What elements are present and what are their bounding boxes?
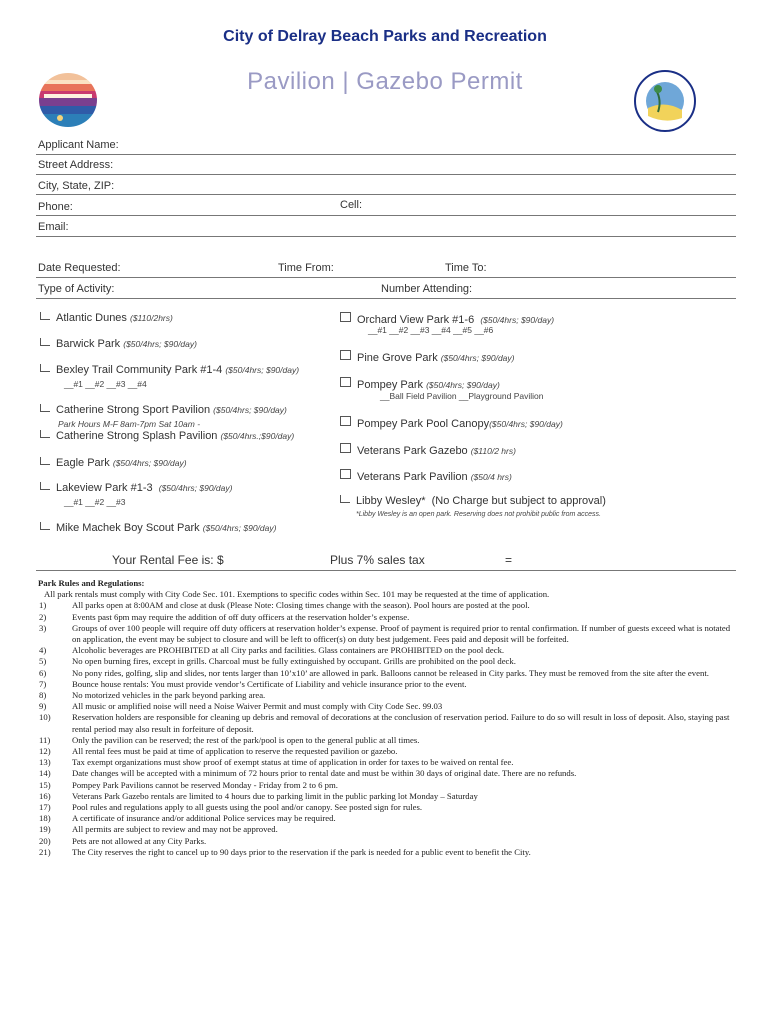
city-state-zip-line[interactable] [36,194,736,195]
rule-item [38,679,738,690]
rule-text: No pony rides, golfing, slip and slides, nor tents larger than 10’x10’ are allowed in park. Balloons cannot be released in City parks. They must be removed from the site after the event. [72,667,709,678]
rule-number: 4) [39,645,47,656]
rule-number: 12) [39,746,51,757]
rule-item [38,780,738,791]
rule-number: 14) [39,768,51,779]
rule-text: Date changes will be accepted with a minimum of 72 hours prior to rental date and must be within 30 days of original date. There are no refunds. [72,768,577,779]
park-sub-options[interactable]: __#1 __#2 __#3 __#4 [64,379,147,389]
rule-text: The City reserves the right to cancel up to 90 days prior to the reservation if the park is needed for a public event to benefit the City. [72,846,531,857]
rule-text: All music or amplified noise will need a Noise Waiver Permit and must comply with City Code Sec. 99.03 [72,701,443,712]
rule-number: 21) [39,846,51,857]
checkbox[interactable] [40,457,50,465]
rule-item [38,746,738,757]
rule-text: No open burning fires, except in grills. Charcoal must be fully extinguished by occupant. Grills are prohibited on the pool deck. [72,656,516,667]
equals-sign: = [505,553,513,567]
checkbox[interactable] [340,495,350,503]
checkbox[interactable] [340,416,351,426]
rule-number: 10) [39,712,51,723]
checkbox[interactable] [40,364,50,372]
rule-number: 18) [39,813,51,824]
checkbox[interactable] [340,469,351,479]
cell-label: Cell: [340,199,363,211]
street-address-line[interactable] [36,174,736,175]
checkbox[interactable] [40,404,50,412]
date-time-line[interactable] [36,277,736,278]
rule-number: 13) [39,757,51,768]
date-requested-label: Date Requested: [38,262,121,274]
rule-text: Events past 6pm may require the addition of off duty officers at the reservation holder’s expense. [72,611,410,622]
rule-item [38,802,738,813]
rule-text: Tax exempt organizations must show proof of exempt status at time of application in order for taxes to be waived on rental fee. [72,757,514,768]
rule-item [38,668,738,679]
park-option[interactable]: Veterans Park Gazebo ($110/2 hrs) [340,443,516,457]
checkbox[interactable] [40,312,50,320]
park-option[interactable]: Lakeview Park #1-3 ($50/4hrs; $90/day) [40,482,232,494]
checkbox[interactable] [40,338,50,346]
rule-item [38,813,738,824]
rule-text: Pompey Park Pavilions cannot be reserved Monday - Friday from 2 to 6 pm. [72,779,338,790]
rule-number: 17) [39,802,51,813]
applicant-name-line[interactable] [36,154,736,155]
rule-item [38,701,738,712]
park-option[interactable]: Catherine Strong Splash Pavilion ($50/4hrs.;$90/day) [40,430,294,442]
street-address-label: Street Address: [38,159,114,171]
time-to-label: Time To: [445,262,487,274]
rule-number: 8) [39,690,47,701]
rule-item [38,847,738,858]
libby-wesley-note: *Libby Wesley is an open park. Reserving does not prohibit public from access. [356,511,601,518]
rule-text: All parks open at 8:00AM and close at dusk (Please Note: Closing times change with the season). Pool hours are posted at the pool. [72,600,530,611]
checkbox[interactable] [340,350,351,360]
applicant-name-label: Applicant Name: [38,139,119,151]
rule-text: A certificate of insurance and/or additional Police services may be required. [72,813,336,824]
rule-item [38,600,738,611]
rule-number: 11) [39,734,51,745]
rule-number: 2) [39,611,47,622]
rule-item [38,735,738,746]
rule-number: 16) [39,790,51,801]
email-line[interactable] [36,236,736,237]
park-option[interactable]: Barwick Park ($50/4hrs; $90/day) [40,338,197,350]
park-option[interactable]: Orchard View Park #1-6 ($50/4hrs; $90/day) [340,312,554,326]
park-option[interactable]: Bexley Trail Community Park #1-4 ($50/4hrs; $90/day) [40,364,299,376]
rule-item [38,768,738,779]
rule-number: 3) [39,622,47,633]
rule-item [38,690,738,701]
rule-item [38,645,738,656]
rules-intro: All park rentals must comply with City Code Sec. 101. Exemptions to specific codes within Sec. 101 may be requested at the time of application. [44,589,550,600]
org-title: City of Delray Beach Parks and Recreation [223,28,547,45]
park-hours-note: Park Hours M-F 8am-7pm Sat 10am - [58,419,201,429]
attending-label: Number Attending: [381,283,473,295]
sales-tax-label: Plus 7% sales tax [330,553,425,567]
activity-label: Type of Activity: [38,283,115,295]
park-sub-options[interactable]: __Ball Field Pavilion __Playground Pavilion [380,391,544,401]
rule-number: 19) [39,824,51,835]
rule-item [38,791,738,802]
rule-number: 15) [39,779,51,790]
rule-item [38,612,738,623]
fee-line[interactable] [36,570,736,571]
rule-text: All permits are subject to review and may not be approved. [72,824,278,835]
park-option[interactable]: Atlantic Dunes ($110/2hrs) [40,312,173,324]
activity-attending-line[interactable] [36,298,736,299]
park-option[interactable]: Libby Wesley* (No Charge but subject to approval) [340,495,606,507]
rule-text: Groups of over 100 people will require off duty officers at reservation holder’s expense. Proof of payment is required prior to rental confirmation. If number of guests exceed what is notated on application, the event may be subject to closure and will be left to officer(s) on duty best judgement. Fees paid and deposit will be forfeited. [72,622,731,645]
email-label: Email: [38,221,69,233]
permit-title: Pavilion | Gazebo Permit [247,68,523,95]
checkbox[interactable] [40,482,50,490]
phone-cell-line[interactable] [36,215,736,216]
checkbox[interactable] [40,522,50,530]
park-option[interactable]: Pompey Park Pool Canopy($50/4hrs; $90/day) [340,416,563,430]
phone-label: Phone: [38,201,73,213]
rule-text: Reservation holders are responsible for cleaning up debris and removal of decorations at the conclusion of reservation period. Failure to do so will result in loss of deposit. Also, staying past rental period may also result in forfeiture of deposit. [72,712,730,734]
checkbox[interactable] [340,312,351,322]
checkbox[interactable] [340,443,351,453]
rental-fee-label: Your Rental Fee is: $ [112,553,224,567]
park-sub-options[interactable]: __#1 __#2 __#3 __#4 __#5 __#6 [368,325,494,335]
rule-text: Only the pavilion can be reserved; the rest of the park/pool is open to the general public at all times. [72,734,420,745]
checkbox[interactable] [340,377,351,387]
rule-text: Veterans Park Gazebo rentals are limited to 4 hours due to parking limit in the public parking lot Monday – Saturday [72,790,478,801]
park-option[interactable]: Eagle Park ($50/4hrs; $90/day) [40,457,187,469]
rule-text: All rental fees must be paid at time of application to reserve the requested pavilion or gazebo. [72,746,398,757]
park-option[interactable]: Pine Grove Park ($50/4hrs; $90/day) [340,350,514,364]
city-state-zip-label: City, State, ZIP: [38,180,115,192]
rule-text: Pets are not allowed at any City Parks. [72,835,207,846]
rule-text: Alcoholic beverages are PROHIBITED at all City parks and facilities. Glass containers are PROHIBITED on the pool deck. [72,645,505,656]
rule-item [38,656,738,667]
time-from-label: Time From: [278,262,334,274]
rules-list [38,600,738,858]
rule-number: 9) [39,701,47,712]
rule-number: 7) [39,678,47,689]
rule-item [38,712,738,734]
park-option[interactable]: Veterans Park Pavilion ($50/4 hrs) [340,469,512,483]
rules-section [38,578,738,858]
rule-number: 1) [39,600,47,611]
park-sub-options[interactable]: __#1 __#2 __#3 [64,497,126,507]
park-option[interactable]: Mike Machek Boy Scout Park ($50/4hrs; $90/day) [40,522,276,534]
rule-text: No motorized vehicles in the park beyond parking area. [72,690,266,701]
city-of-delray-beach-seal [634,70,696,132]
rules-title: Park Rules and Regulations: [38,578,145,588]
rule-item [38,824,738,835]
rule-number: 5) [39,656,47,667]
rule-item [38,757,738,768]
park-option[interactable]: Catherine Strong Sport Pavilion ($50/4hrs; $90/day) [40,404,287,416]
parks-recreation-logo [38,72,98,128]
rule-item [38,836,738,847]
rule-text: Bounce house rentals: You must provide vendor’s Certificate of Liability and vehicle insurance prior to the event. [72,678,467,689]
rule-text: Pool rules and regulations apply to all guests using the pool and/or canopy. See posted sign for rules. [72,802,423,813]
rule-item [38,623,738,645]
rule-number: 6) [39,667,47,678]
checkbox[interactable] [40,430,50,438]
park-option[interactable]: Pompey Park ($50/4hrs; $90/day) [340,377,500,391]
rule-number: 20) [39,835,51,846]
